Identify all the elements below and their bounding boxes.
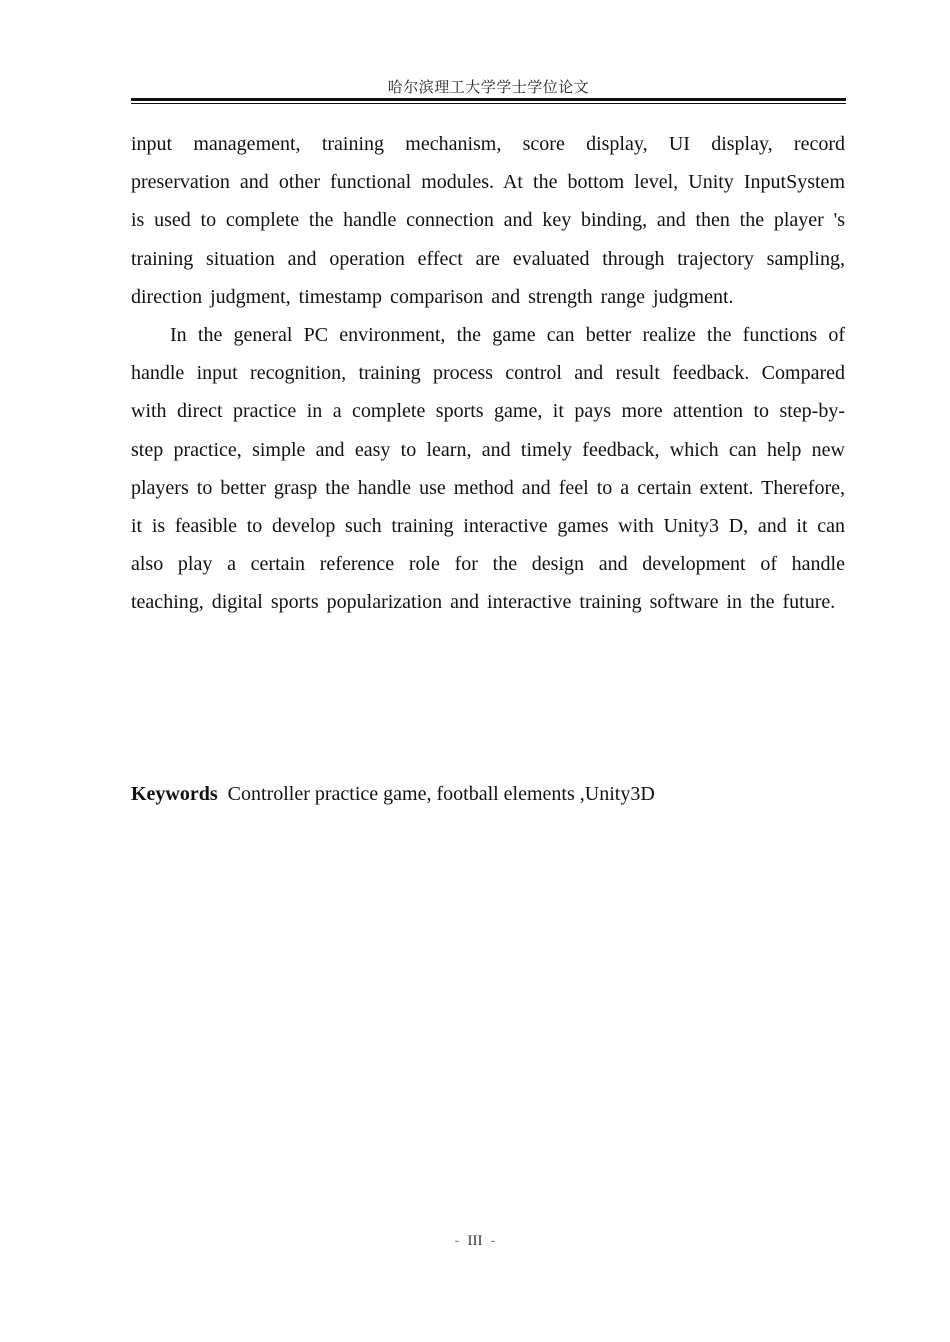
keywords-label: Keywords: [131, 783, 218, 805]
footer-dash-left: -: [454, 1233, 460, 1249]
running-header: 哈尔滨理工大学学士学位论文: [387, 80, 590, 96]
footer-dash-right: -: [490, 1233, 496, 1249]
abstract-body: [131, 125, 845, 622]
paragraph: In the general PC environment, the game can better realize the functions of handle input recognition, training process control and result feedback. Compared with direct practice in a complete sports game, it pays more attention to step-by-step practice, simple and easy to learn, and timely feedback, which can help new players to better grasp the handle use method and feel to a certain extent. Therefore, it is feasible to develop such training interactive games with Unity3 D, and it can also play a certain reference role for the design and development of handle teaching, digital sports popularization and interactive training software in the future.: [131, 324, 845, 614]
keywords-value: Controller practice game, football elements ,Unity3D: [227, 783, 655, 805]
keywords-line: [131, 777, 845, 811]
header-rule-thick: [131, 98, 846, 101]
page-number: III: [467, 1233, 483, 1249]
header-rule-thin: [131, 103, 846, 104]
paragraph-continued: input management, training mechanism, score display, UI display, record preservation and other functional modules. At the bottom level, Unity InputSystem is used to complete the handle connection and key binding, and then the player 's training situation and operation effect are evaluated through trajectory sampling, direction judgment, timestamp comparison and strength range judgment.: [131, 133, 845, 308]
page-footer: [0, 1230, 950, 1252]
